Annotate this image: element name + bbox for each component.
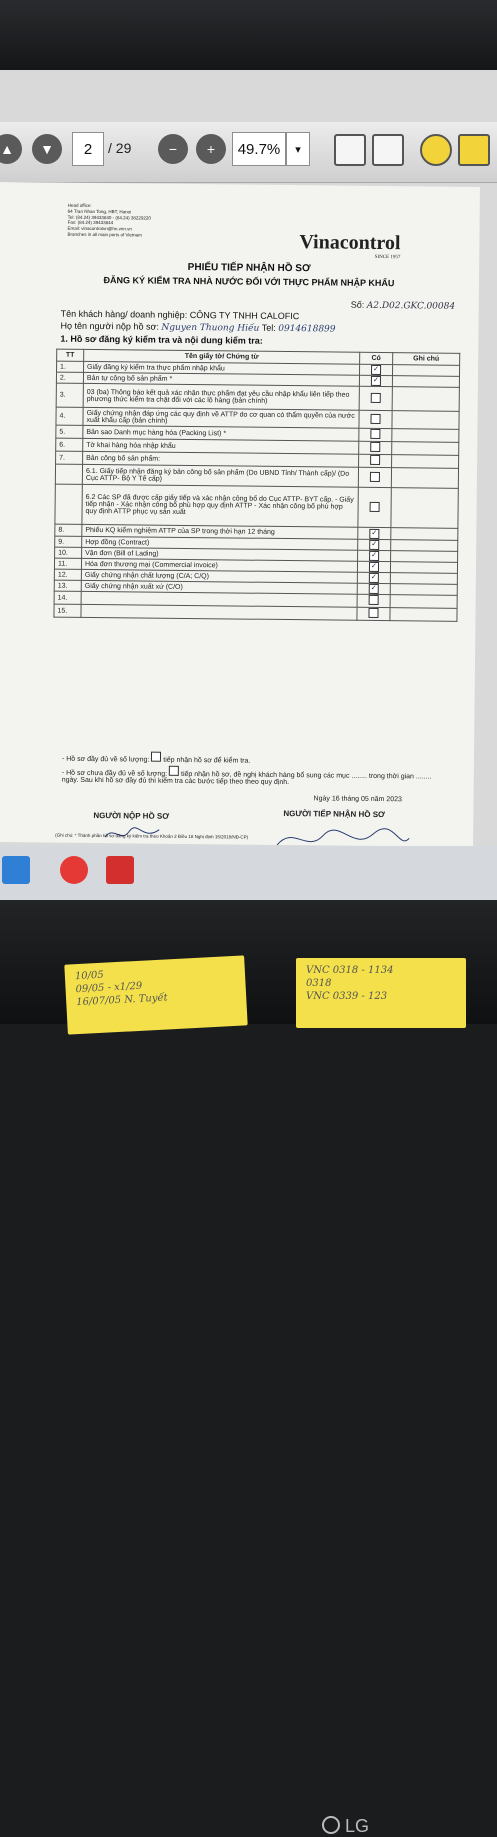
plus-icon: + [206, 141, 216, 157]
row-checkbox: ✓ [369, 584, 379, 594]
form-subtitle: ĐĂNG KÝ KIỂM TRA NHÀ NƯỚC ĐỐI VỚI THỰC PHẨM NHẬP KHẨU [103, 275, 395, 289]
row-checkbox: ✓ [369, 528, 379, 538]
minus-icon: − [168, 141, 178, 157]
table-row: 3. 03 (ba) Thông báo kết quả xác nhận thực phẩm đạt yêu cầu nhập khẩu liên tiếp theo phương thức kiểm tra chặt đối với các lô hàng (bản chính) [56, 383, 459, 411]
desktop-icon[interactable] [2, 856, 30, 884]
table-row: 1. Giấy đăng ký kiểm tra thực phẩm nhập khẩu ✓ [57, 361, 460, 376]
submitter-line: Họ tên người nộp hồ sơ: Nguyen Thuong Hiếu Tel: 0914618899 [60, 320, 336, 335]
table-row: 9. Hợp đồng (Contract) ✓ [55, 536, 458, 551]
page-number-input[interactable]: 2 [72, 132, 104, 166]
page-up-button[interactable] [0, 134, 22, 164]
table-header-row: TT Tên giấy tờ/ Chứng từ Có Ghi chú [57, 349, 460, 365]
windows-taskbar [0, 846, 497, 900]
date-line: Ngày 16 tháng 05 năm 2023 [313, 795, 402, 804]
fit-width-icon[interactable] [372, 134, 404, 166]
table-row: 14. [54, 591, 457, 608]
company-header: Head office: 64 Tran Nhan Tong, HBT, Hanoi Tel: (84.24) 39433840 - (84.24) 38229220 Fax: (84.24) 39433844 Email: vinacontrolvn@hn.vnn.vn Branches in all main ports of Vietnam [67, 202, 151, 238]
table-row: 13. Giấy chứng nhận xuất xứ (C/O) ✓ [54, 580, 457, 595]
submitter-signature-label: NGƯỜI NỘP HỒ SƠ [93, 811, 170, 821]
pdf-reader-icon[interactable] [106, 856, 134, 884]
row-checkbox [370, 442, 380, 452]
zoom-in-button[interactable] [196, 134, 226, 164]
pdf-toolbar [0, 122, 497, 183]
row-checkbox: ✓ [371, 365, 381, 375]
row-checkbox [370, 413, 380, 423]
table-row: 2. Bản tự công bố sản phẩm * ✓ [56, 372, 459, 387]
table-row: 7. Bản công bố sản phẩm: [56, 451, 459, 468]
row-checkbox: ✓ [369, 551, 379, 561]
complete-note: - Hồ sơ đầy đủ về số lượng: tiếp nhận hồ sơ để kiểm tra. [62, 751, 251, 765]
table-row: 12. Giấy chứng nhận chất lượng (C/A; C/Q) ✓ [54, 569, 457, 584]
table-row: 11. Hóa đơn thương mại (Commercial invoice) ✓ [54, 558, 457, 573]
zoom-dropdown-button[interactable] [286, 132, 310, 166]
chevron-down-icon: ▾ [295, 143, 301, 156]
monitor-screen [0, 70, 497, 900]
page-total: / 29 [108, 140, 132, 156]
lg-logo: LG [322, 1816, 369, 1837]
incomplete-note: - Hồ sơ chưa đầy đủ về số lượng: tiếp nhận hồ sơ, đề nghị khách hàng bổ sung các mục ........ trong thời gian ........ ngày. Sau khi hồ sơ đầy đủ thì kiểm tra các bước tiếp theo theo quy định. [62, 765, 442, 788]
table-row: 6. Tờ khai hàng hóa nhập khẩu [56, 438, 459, 455]
complete-checkbox [151, 752, 161, 762]
app-badge-icon[interactable] [60, 856, 88, 884]
row-checkbox: ✓ [369, 540, 379, 550]
row-checkbox [370, 501, 380, 511]
pdf-page [0, 182, 480, 847]
lg-circle-icon [322, 1816, 340, 1834]
arrow-up-icon: ▲ [0, 141, 14, 157]
row-checkbox [368, 608, 378, 618]
table-row: 6.1. Giấy tiếp nhận đăng ký bản công bố sản phẩm (Do UBND Tỉnh/ Thành cấp)/ (Do Cục ATTP- Bộ Y Tế cấp) [55, 464, 458, 488]
table-row: 4. Giấy chứng nhận đáp ứng các quy định về ATTP do cơ quan có thẩm quyền của nước xuất khẩu cấp (bản chính) [56, 407, 459, 429]
form-title: PHIẾU TIẾP NHẬN HỒ SƠ [187, 261, 311, 275]
customer-line: Tên khách hàng/ doanh nghiệp: CÔNG TY TNHH CALOFIC [60, 308, 300, 322]
comment-icon[interactable] [420, 134, 452, 166]
page-down-button[interactable] [32, 134, 62, 164]
documents-table [53, 349, 460, 622]
table-row: 5. Bản sao Danh mục hàng hóa (Packing List) * [56, 425, 459, 442]
form-footnote: (Ghi chú: * Thành phần hồ sơ đăng ký kiểm tra theo Khoản 2 Điều 18 Nghị định 15/2018/NĐ-CP) [55, 832, 249, 840]
table-row: 15. [54, 604, 457, 621]
zoom-out-button[interactable] [158, 134, 188, 164]
table-row: 6.2 Các SP đã được cấp giấy tiếp và xác nhận công bố do Cục ATTP- BYT cấp. - Giấy tiếp nhận - Xác nhận công bố phù hợp quy định ATTP - Xác nhận công bố phù hợp quy định ATTP phục vụ sản xuất [55, 484, 458, 528]
row-checkbox [369, 595, 379, 605]
fit-page-icon[interactable] [334, 134, 366, 166]
incomplete-checkbox [169, 766, 179, 776]
form-number: Số: A2.D02.GKC.00084 [350, 299, 456, 312]
sign-icon[interactable] [458, 134, 490, 166]
sticky-note-left: 10/05 09/05 - x1/29 16/07/05 N. Tuyết [64, 955, 247, 1034]
row-checkbox [370, 429, 380, 439]
vinacontrol-logo: Vinacontrol SINCE 1957 [299, 231, 401, 261]
row-checkbox: ✓ [369, 573, 379, 583]
row-checkbox: ✓ [371, 376, 381, 386]
sticky-note-right: VNC 0318 - 1134 0318 VNC 0339 - 123 [296, 958, 466, 1028]
zoom-level-field[interactable]: 49.7% [232, 132, 286, 166]
row-checkbox [370, 455, 380, 465]
table-row: 10. Vận đơn (Bill of Lading) ✓ [55, 547, 458, 562]
row-checkbox [370, 471, 380, 481]
section-heading: 1. Hồ sơ đăng ký kiểm tra và nội dung kiểm tra: [60, 333, 263, 346]
table-row: 8. Phiếu KQ kiểm nghiệm ATTP của SP trong thời hạn 12 tháng ✓ [55, 524, 458, 540]
row-checkbox [371, 392, 381, 402]
row-checkbox: ✓ [369, 562, 379, 572]
receiver-signature-label: NGƯỜI TIẾP NHẬN HỒ SƠ [283, 809, 385, 820]
arrow-down-icon: ▼ [40, 141, 54, 157]
monitor-bezel-top [0, 0, 497, 70]
